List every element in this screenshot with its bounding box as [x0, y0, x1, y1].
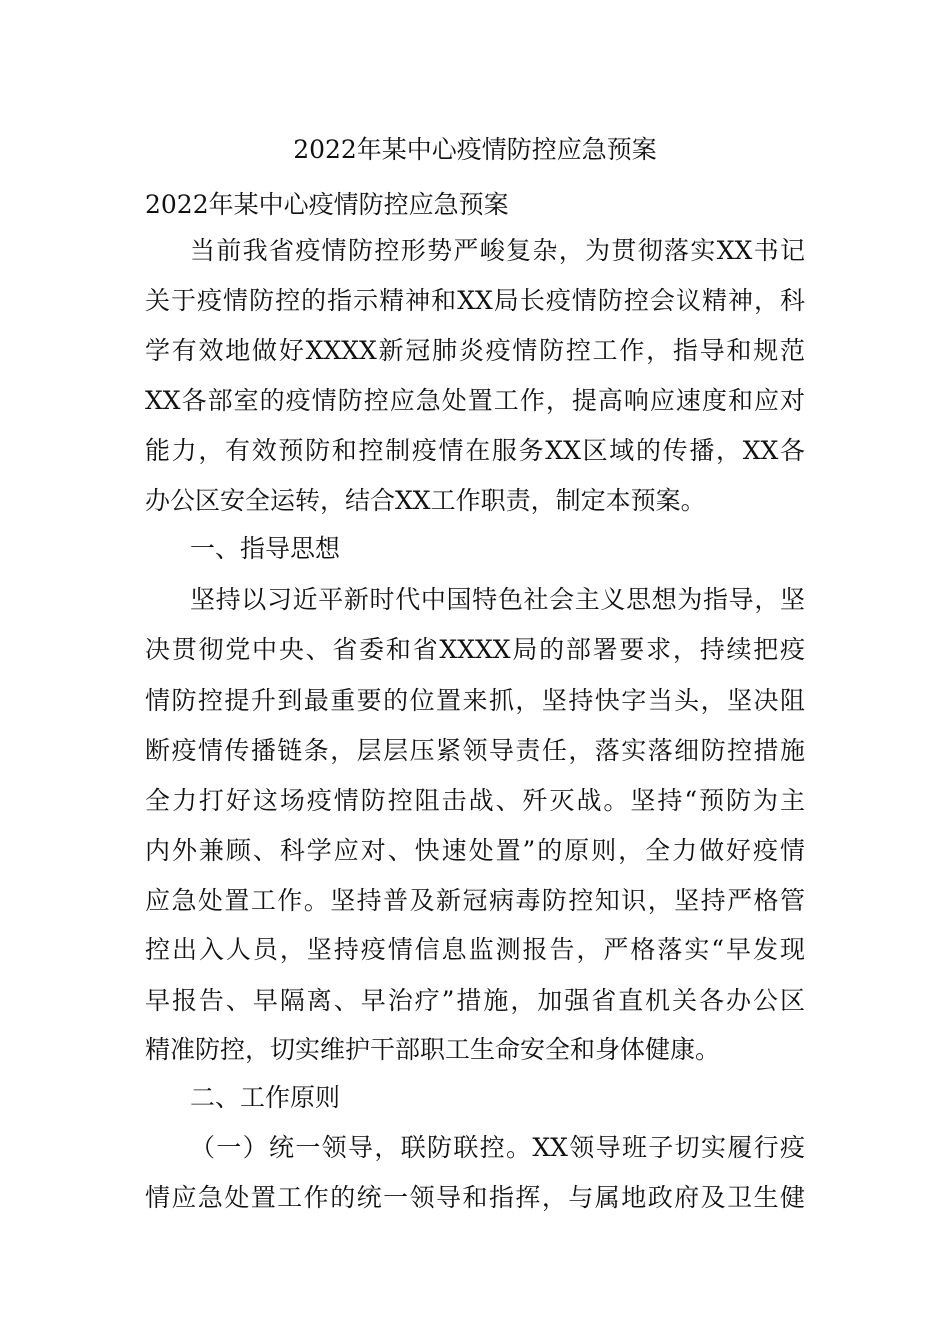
paragraph-line: 关于疫情防控的指示精神和XX局长疫情防控会议精神，科	[145, 286, 805, 315]
paragraph-line: （一）统一领导，联防联控。XX领导班子切实履行疫	[190, 1133, 805, 1162]
section-heading: 一、指导思想	[190, 534, 341, 563]
paragraph-line: 当前我省疫情防控形势严峻复杂，为贯彻落实XX书记	[190, 236, 805, 265]
paragraph-line: 早报告、早隔离、早治疗”措施，加强省直机关各办公区	[145, 986, 805, 1015]
paragraph-line: 能力，有效预防和控制疫情在服务XX区域的传播，XX各	[145, 436, 805, 465]
document-title: 2022年某中心疫情防控应急预案	[293, 135, 657, 164]
paragraph-line: 情防控提升到最重要的位置来抓，坚持快字当头，坚决阻	[145, 686, 805, 715]
paragraph-line: 精准防控，切实维护干部职工生命安全和身体健康。	[145, 1035, 721, 1064]
paragraph-line: 控出入人员，坚持疫情信息监测报告，严格落实“早发现	[145, 935, 805, 964]
document-subtitle: 2022年某中心疫情防控应急预案	[145, 190, 509, 219]
paragraph-line: 坚持以习近平新时代中国特色社会主义思想为指导，坚	[190, 585, 805, 614]
paragraph-line: 办公区安全运转，结合XX工作职责，制定本预案。	[145, 486, 706, 515]
paragraph-line: XX各部室的疫情防控应急处置工作，提高响应速度和应对	[145, 386, 805, 415]
paragraph-line: 学有效地做好XXXX新冠肺炎疫情防控工作，指导和规范	[145, 336, 805, 365]
paragraph-line: 内外兼顾、科学应对、快速处置”的原则，全力做好疫情	[145, 836, 805, 865]
paragraph-line: 情应急处置工作的统一领导和指挥，与属地政府及卫生健	[145, 1183, 805, 1212]
paragraph-line: 全力打好这场疫情防控阻击战、歼灭战。坚持“预防为主	[145, 786, 805, 815]
paragraph-line: 断疫情传播链条，层层压紧领导责任，落实落细防控措施	[145, 736, 805, 765]
paragraph-line: 应急处置工作。坚持普及新冠病毒防控知识，坚持严格管	[145, 886, 805, 915]
paragraph-line: 决贯彻党中央、省委和省XXXX局的部署要求，持续把疫	[145, 635, 805, 664]
section-heading: 二、工作原则	[190, 1083, 341, 1112]
